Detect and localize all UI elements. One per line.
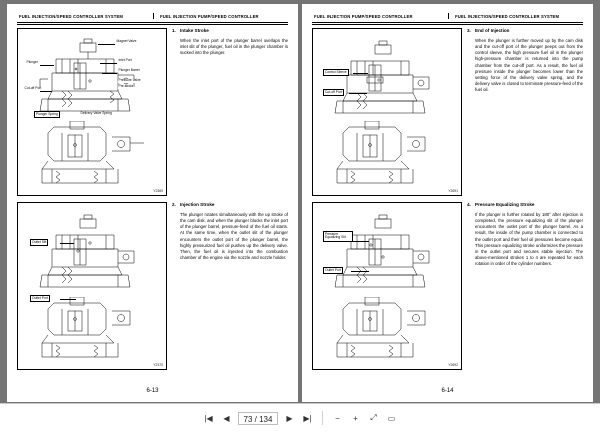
toolbar-divider <box>322 411 323 425</box>
label-plunger: Plunger <box>26 60 38 64</box>
leader-line <box>60 243 74 244</box>
label-pressure-equalizing-slit: Pressure Equalizing Slit <box>323 231 353 242</box>
label-outlet-port: Outlet Port <box>323 267 343 274</box>
label-delivery-valve-spring: Delivery Valve Spring <box>80 111 112 115</box>
page-right[interactable] <box>302 4 593 402</box>
select-tool-icon[interactable]: ▭ <box>387 413 396 423</box>
figure-code: Y2691 <box>448 189 458 193</box>
page-right-content <box>312 28 583 376</box>
page-left-content <box>17 28 288 376</box>
section-pressure-equalizing-stroke <box>312 202 583 370</box>
leader-line <box>351 241 369 242</box>
label-pressure-valve: Pressure Valve <box>118 78 141 82</box>
heading-intake-stroke <box>172 28 288 35</box>
label-inlet-port: Inlet Port <box>118 58 132 62</box>
heading-number: 3. <box>467 28 471 33</box>
zoom-out-button[interactable]: − <box>335 413 340 423</box>
heading-title: End of Injection <box>475 28 510 33</box>
leader-line <box>40 91 52 92</box>
text-injection-stroke <box>171 202 288 370</box>
header-divider <box>448 13 449 19</box>
section-intake-stroke <box>17 28 288 196</box>
header-rule <box>312 24 583 25</box>
body-pressure-equalizing-stroke: If the plunger is further rotated by 180° after injection is completed, the pressure equalizing slit of the plunger encounters the outlet port of the plunger barrel. As a result, the inside of the pump chamber is connected to the outlet port and their fuel oil pressures become equal. This pressure equalizing stroke uniformizes the pressure in the outlet port and secures stable injection. The above-mentioned strokes 1 to 4 are repeated for each rotation in order of the cylinder numbers. <box>475 211 583 267</box>
header-rule <box>17 24 288 25</box>
fit-page-icon[interactable]: ⤢ <box>370 413 377 422</box>
text-intake-stroke <box>171 28 288 196</box>
running-header-right <box>312 12 583 23</box>
heading-injection-stroke <box>172 202 288 209</box>
heading-end-of-injection <box>467 28 583 35</box>
section-end-of-injection <box>312 28 583 196</box>
figure-injection-stroke <box>17 202 167 370</box>
pump-exploded-drawing-2 <box>18 207 166 303</box>
pump-exploded-drawing-3 <box>313 33 461 129</box>
header-right-text: FUEL INJECTION PUMP/SPEED CONTROLLER <box>160 13 259 19</box>
body-injection-stroke: The plunger rotates simultaneously with the up stroke of the cam disk, and when the plunger blocks the inlet port of the plunger barrel, pressure-feed of the fuel oil starts. At the same time, when the outlet slit of the plunger encounters the outlet port of the plunger barrel, the highly pressurized fuel oil pushes up the delivery valve. Then, the fuel oil is injected into the combustion chamber of the engine via the nozzle and nozzle holder. <box>180 211 288 261</box>
heading-number: 4. <box>467 202 471 207</box>
last-page-button[interactable]: ▶| <box>303 413 312 423</box>
figure-code: Y2369 <box>153 189 163 193</box>
leader-line <box>349 93 367 94</box>
page-number-right: 6-14 <box>441 388 454 394</box>
next-page-button[interactable]: ▶ <box>286 413 293 423</box>
figure-pressure-equalizing-stroke <box>312 202 462 370</box>
page-number-input[interactable]: 73 / 134 <box>238 412 278 425</box>
pump-section-drawing <box>26 121 156 191</box>
section-injection-stroke <box>17 202 288 370</box>
leader-line <box>40 65 54 66</box>
header-left-text: FUEL INJECTION PUMP/SPEED CONTROLLER <box>314 13 413 19</box>
viewer-toolbar[interactable] <box>0 403 600 432</box>
leader-line <box>353 73 368 74</box>
figure-end-of-injection <box>312 28 462 196</box>
heading-pressure-equalizing-stroke <box>467 202 583 209</box>
first-page-button[interactable]: |◀ <box>204 413 213 423</box>
zoom-in-button[interactable]: + <box>353 413 358 423</box>
heading-number: 2. <box>172 202 176 207</box>
label-outlet-port: Outlet Port <box>30 295 50 302</box>
pump-section-drawing-4 <box>321 297 451 363</box>
leader-line <box>100 63 117 64</box>
label-plunger-barrel: Plunger Barrel <box>118 68 140 72</box>
label-cut-off-port: Cut-off Port <box>24 86 42 90</box>
page-number-left: 6-13 <box>146 388 159 394</box>
figure-intake-stroke <box>17 28 167 196</box>
heading-number: 1. <box>172 28 176 33</box>
page-left[interactable] <box>7 4 298 402</box>
header-left-text: FUEL INJECTION/SPEED CONTROLLER SYSTEM <box>19 13 124 19</box>
figure-code: Y2692 <box>448 363 458 367</box>
heading-title: Intake Stroke <box>180 28 209 33</box>
heading-title: Injection Stroke <box>180 202 215 207</box>
leader-line <box>102 73 117 74</box>
label-cut-off-port: Cut-off Port <box>323 89 344 96</box>
label-control-sleeve: Control Sleeve <box>323 69 349 76</box>
label-magnet-valve: Magnet Valve <box>116 39 137 43</box>
previous-page-button[interactable]: ◀ <box>223 413 230 423</box>
running-header-left <box>17 12 288 23</box>
text-pressure-equalizing-stroke <box>466 202 583 370</box>
label-plunger-spring: Plunger Spring <box>34 111 60 118</box>
leader-line <box>98 44 115 45</box>
body-intake-stroke: When the inlet port of the plunger barrel overlaps the inlet slit of the plunger, fuel oil in the plunger chamber is sucked into the plunger. <box>180 37 288 56</box>
heading-title: Pressure Equalizing Stroke <box>475 202 535 207</box>
body-end-of-injection: When the plunger is further moved up by the cam disk and the cut-off port of the plunger peeps out from the control sleeve, the high pressure fuel oil in the plunger high-pressure chamber is returned into the pump chamber from the cut-off port. As a result, the fuel oil pressure inside the plunger becomes lower than the setting force of the delivery valve spring, and the delivery valve is closed to terminate pressure-feed of the fuel oil. <box>475 37 583 93</box>
pump-section-drawing-2 <box>26 297 156 363</box>
header-divider <box>153 13 154 19</box>
label-outlet-slit: Outlet Slit <box>30 239 48 246</box>
pump-section-drawing-3 <box>321 121 451 191</box>
leader-line <box>351 271 369 272</box>
pump-exploded-drawing-4 <box>313 207 461 303</box>
header-right-text: FUEL INJECTION/SPEED CONTROLLER SYSTEM <box>455 13 560 19</box>
text-end-of-injection <box>466 28 583 196</box>
label-pre-stroke: Pre-stroke <box>118 84 134 88</box>
figure-code: Y2370 <box>153 363 163 367</box>
